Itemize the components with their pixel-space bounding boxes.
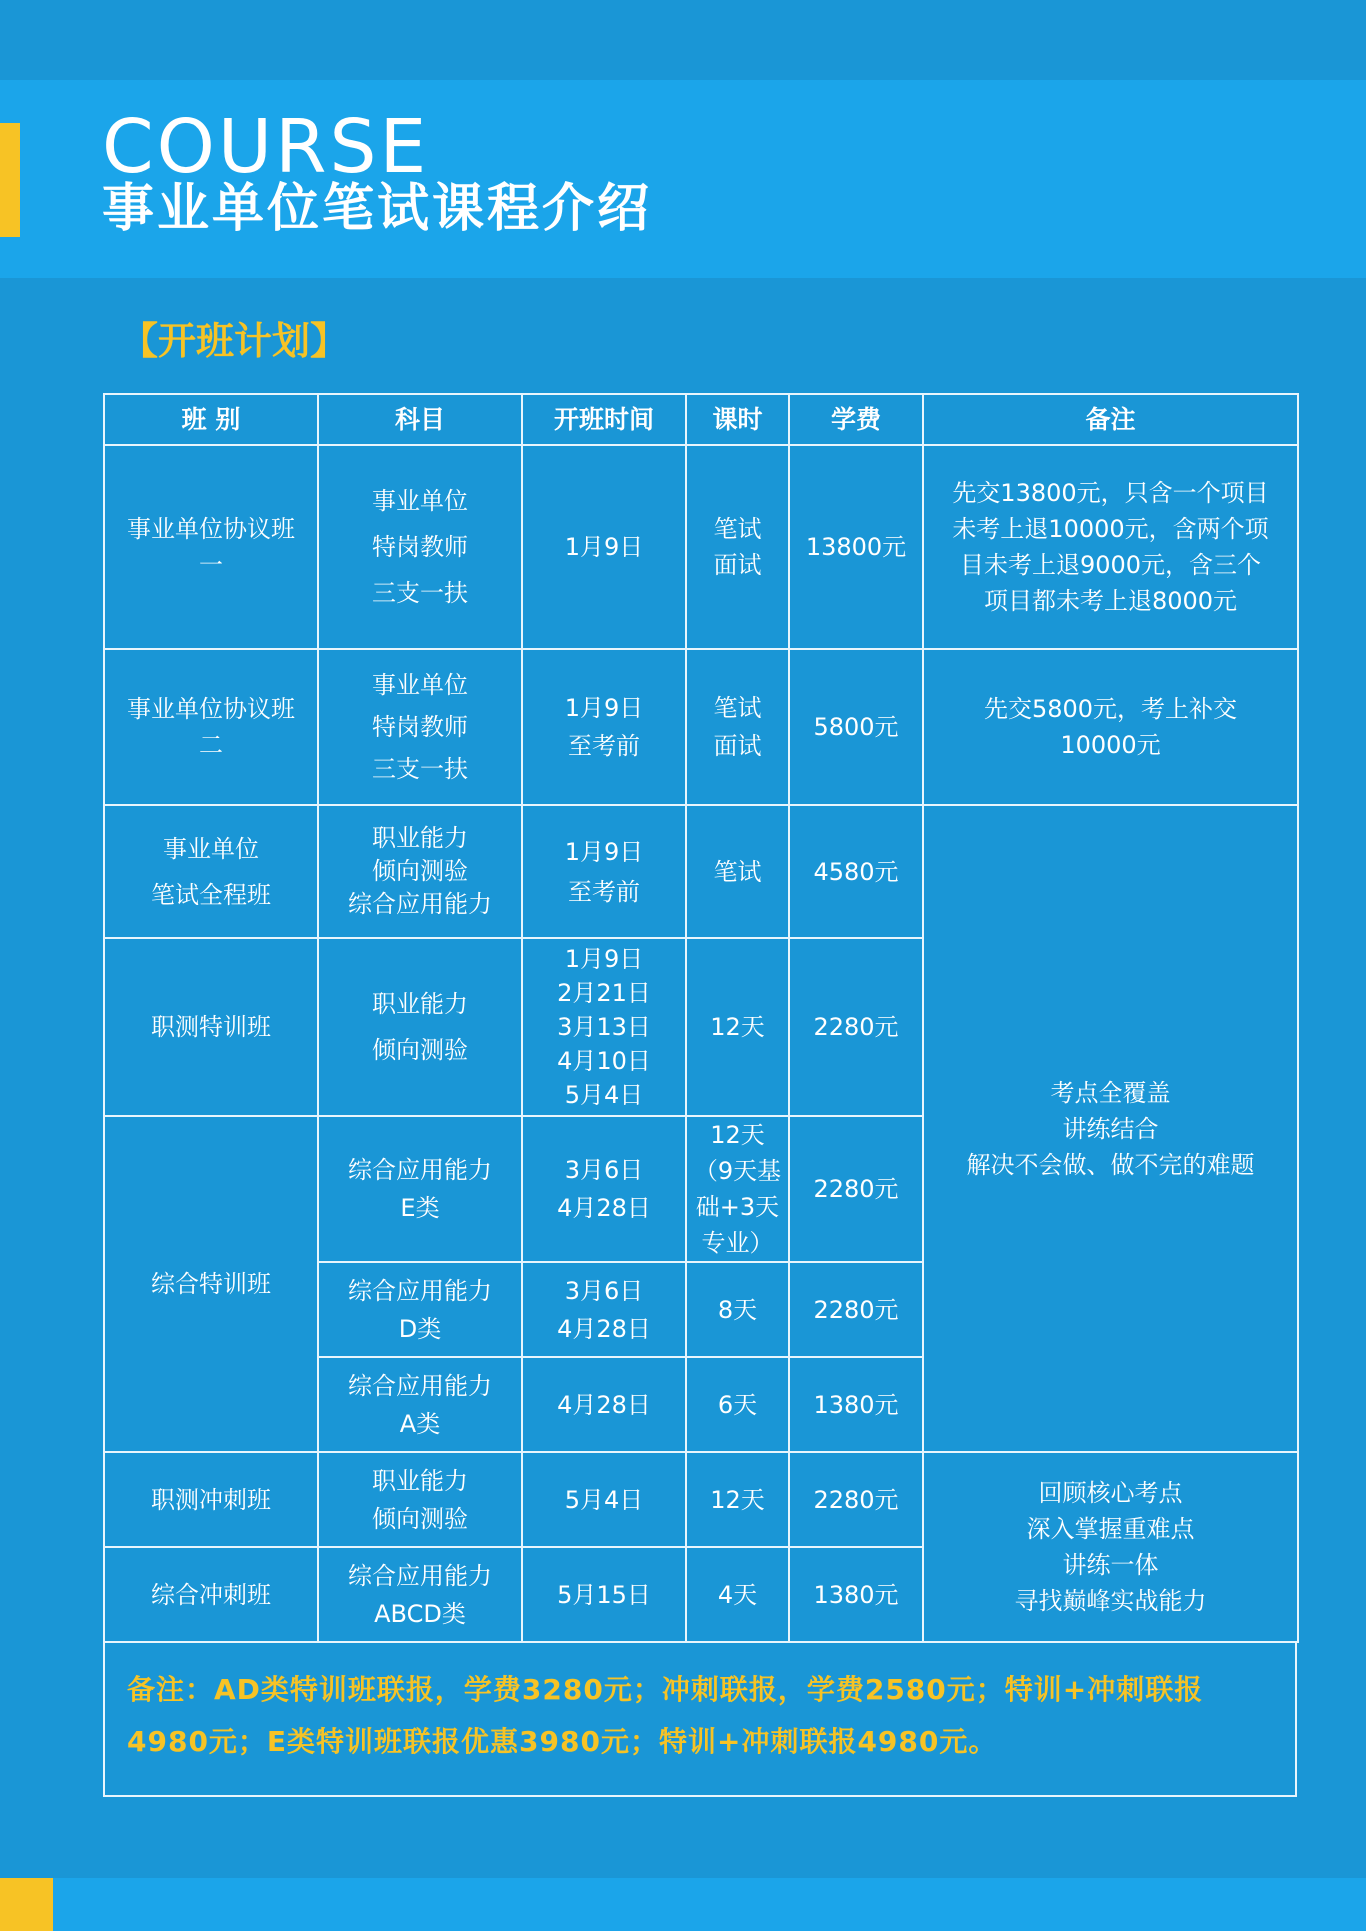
cell-class: 综合特训班 <box>104 1116 318 1452</box>
cell-remark: 先交5800元，考上补交 10000元 <box>923 649 1298 805</box>
cell-subject: 职业能力 倾向测验 <box>318 938 522 1116</box>
cell-start-date: 5月4日 <box>522 1452 686 1547</box>
cell-fee: 2280元 <box>789 1262 923 1357</box>
cell-fee: 2280元 <box>789 1452 923 1547</box>
cell-class: 职测冲刺班 <box>104 1452 318 1547</box>
cell-start-date: 4月28日 <box>522 1357 686 1452</box>
cell-subject: 事业单位 特岗教师 三支一扶 <box>318 445 522 649</box>
cell-subject: 职业能力 倾向测验 <box>318 1452 522 1547</box>
cell-class: 职测特训班 <box>104 938 318 1116</box>
cell-subject: 综合应用能力 A类 <box>318 1357 522 1452</box>
cell-subject: 综合应用能力 D类 <box>318 1262 522 1357</box>
cell-hours: 6天 <box>686 1357 789 1452</box>
cell-start-date: 3月6日 4月28日 <box>522 1116 686 1262</box>
table-row <box>104 445 1298 649</box>
footer-accent-square <box>0 1878 53 1931</box>
cell-start-date: 3月6日 4月28日 <box>522 1262 686 1357</box>
cell-subject: 综合应用能力 E类 <box>318 1116 522 1262</box>
cell-hours: 笔试 <box>686 805 789 938</box>
cell-start-date: 1月9日 <box>522 445 686 649</box>
cell-fee: 4580元 <box>789 805 923 938</box>
header-start-date: 开班时间 <box>522 394 686 445</box>
title-english: COURSE <box>102 104 430 190</box>
header-accent-bar <box>0 123 20 237</box>
cell-start-date: 1月9日 至考前 <box>522 649 686 805</box>
cell-hours: 笔试 面试 <box>686 445 789 649</box>
header-hours: 课时 <box>686 394 789 445</box>
table-row <box>104 649 1298 805</box>
cell-hours: 4天 <box>686 1547 789 1642</box>
cell-fee: 1380元 <box>789 1357 923 1452</box>
cell-subject: 综合应用能力 ABCD类 <box>318 1547 522 1642</box>
footnote-text: 备注：AD类特训班联报，学费3280元；冲刺联报，学费2580元；特训+冲刺联报4980元；E类特训班联报优惠3980元；特训+冲刺联报4980元。 <box>127 1673 1204 1758</box>
cell-class: 事业单位协议班 二 <box>104 649 318 805</box>
cell-hours: 笔试 面试 <box>686 649 789 805</box>
header-class: 班 别 <box>104 394 318 445</box>
cell-fee: 5800元 <box>789 649 923 805</box>
cell-hours: 12天 <box>686 1452 789 1547</box>
cell-fee: 1380元 <box>789 1547 923 1642</box>
course-schedule-table <box>103 393 1299 1643</box>
cell-hours: 12天 （9天基 础+3天 专业） <box>686 1116 789 1262</box>
table-header-row <box>104 394 1298 445</box>
cell-start-date: 5月15日 <box>522 1547 686 1642</box>
cell-fee: 2280元 <box>789 1116 923 1262</box>
table-row <box>104 805 1298 938</box>
cell-fee: 2280元 <box>789 938 923 1116</box>
cell-remark: 考点全覆盖 讲练结合 解决不会做、做不完的难题 <box>923 805 1298 1452</box>
table-row <box>104 1452 1298 1547</box>
cell-start-date: 1月9日 2月21日 3月13日 4月10日 5月4日 <box>522 938 686 1116</box>
title-chinese: 事业单位笔试课程介绍 <box>102 179 653 239</box>
section-heading: 【开班计划】 <box>120 319 349 363</box>
cell-remark: 先交13800元，只含一个项目 未考上退10000元，含两个项 目未考上退9000元，含三个 项目都未考上退8000元 <box>923 445 1298 649</box>
cell-class: 事业单位协议班 一 <box>104 445 318 649</box>
cell-start-date: 1月9日 至考前 <box>522 805 686 938</box>
header-fee: 学费 <box>789 394 923 445</box>
header-subject: 科目 <box>318 394 522 445</box>
cell-class: 事业单位 笔试全程班 <box>104 805 318 938</box>
header-remarks: 备注 <box>923 394 1298 445</box>
cell-hours: 12天 <box>686 938 789 1116</box>
cell-subject: 事业单位 特岗教师 三支一扶 <box>318 649 522 805</box>
cell-fee: 13800元 <box>789 445 923 649</box>
cell-subject: 职业能力 倾向测验 综合应用能力 <box>318 805 522 938</box>
cell-hours: 8天 <box>686 1262 789 1357</box>
footer-band <box>0 1878 1366 1931</box>
cell-remark: 回顾核心考点 深入掌握重难点 讲练一体 寻找巅峰实战能力 <box>923 1452 1298 1642</box>
cell-class: 综合冲刺班 <box>104 1547 318 1642</box>
footnote-box <box>103 1642 1297 1797</box>
